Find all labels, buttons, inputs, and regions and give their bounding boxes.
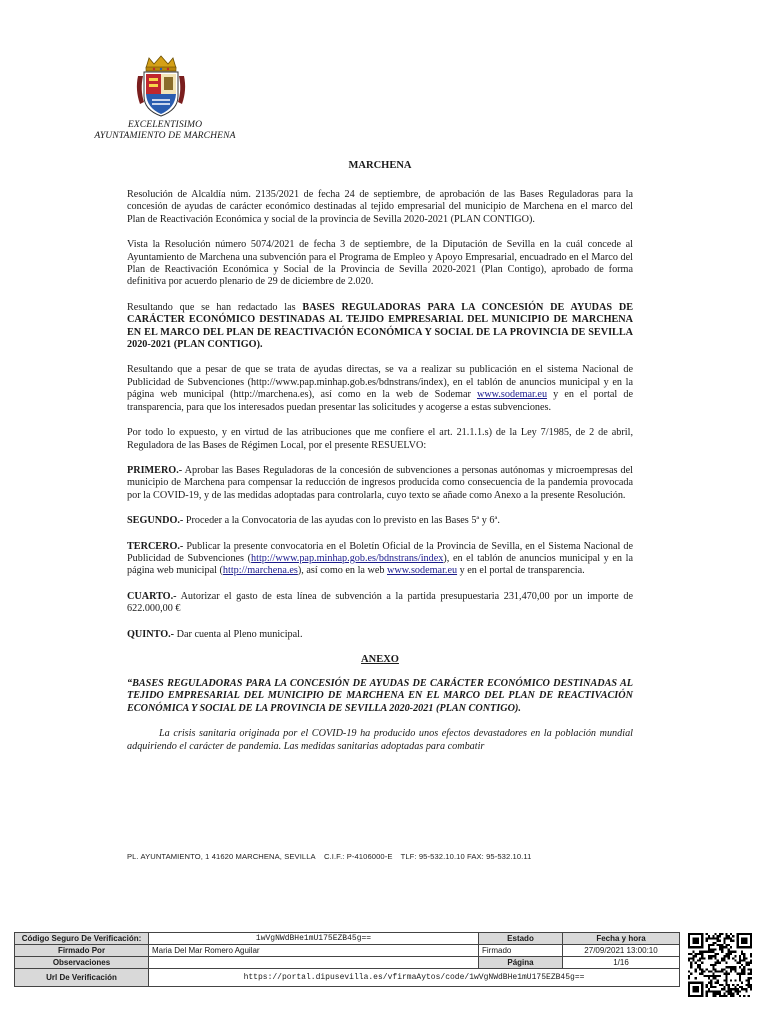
url-value[interactable]: https://portal.dipusevilla.es/vfirmaAytos/code/1wVgNWdBHe1mU175EZB45g== [149, 969, 680, 987]
fecha-value: 27/09/2021 13:00:10 [563, 945, 680, 957]
sodemar-link-2[interactable]: www.sodemar.eu [387, 565, 458, 577]
pagina-value: 1/16 [563, 957, 680, 969]
bdns-link[interactable]: http://www.pap.minhap.gob.es/bdnstrans/index [251, 552, 444, 564]
footer-address [127, 852, 537, 861]
paragraph-crisis: La crisis sanitaria originada por el COVID-19 ha producido unos efectos devastadores en la población mundial adquiriendo el carácter de pandemia. Las medidas sanitarias adoptadas para combatir [127, 728, 633, 752]
text-run: y en el portal de transparencia, para que los interesados puedan presentar las solicitudes y acogerse a estas subvenciones. [127, 389, 633, 413]
url-label: Url De Verificación [15, 969, 149, 987]
document-body [127, 160, 633, 766]
text-run: Dar cuenta al Pleno municipal. [174, 628, 303, 640]
paragraph-segundo [127, 515, 633, 527]
codigo-value: 1wVgNWdBHe1mU175EZB45g== [149, 933, 479, 945]
paragraph-quinto [127, 629, 633, 641]
cuarto-label: CUARTO.- [127, 590, 177, 602]
paragraph-primero [127, 465, 633, 502]
primero-label: PRIMERO.- [127, 464, 183, 476]
paragraph-resultando-publicacion [127, 364, 633, 414]
text-run: Autorizar el gasto de esta línea de subvención a la partida presupuestaria 231,470,00 por un importe de 622.000,00 € [127, 590, 633, 615]
text-run: Proceder a la Convocatoria de las ayudas con lo previsto en las Bases 5ª y 6ª. [183, 515, 500, 527]
qr-code-icon [688, 933, 752, 997]
paragraph-resolucion: Resolución de Alcaldía núm. 2135/2021 de fecha 24 de septiembre, de aprobación de las Bases Reguladoras para la concesión de ayudas de carácter económico destinadas al tejido empresarial del municipio de Marchena en el marco del Plan de Reactivación Económica y social de la provincia de Sevilla 2020-2021 (PLAN CONTIGO). [127, 189, 633, 225]
text-run: ), en el tablón de anuncios municipal y en la página web municipal ( [127, 552, 633, 577]
estado-value: Firmado [479, 945, 563, 957]
quinto-label: QUINTO.- [127, 628, 175, 640]
observaciones-label: Observaciones [15, 957, 149, 969]
anexo-bases-title: “BASES REGULADORAS PARA LA CONCESIÓN DE AYUDAS DE CARÁCTER ECONÓMICO DESTINADAS AL TEJIDO EMPRESARIAL DEL MUNICIPIO DE MARCHENA EN EL MARCO DEL PLAN DE REACTIVACIÓN ECONÓMICA Y SOCIAL DE LA PROVINCIA DE SEVILLA 2020-2021 (PLAN CONTIGO). [127, 677, 633, 714]
codigo-label: Código Seguro De Verificación: [15, 933, 149, 945]
fecha-label: Fecha y hora [563, 933, 680, 945]
firmado-value: Maria Del Mar Romero Aguilar [149, 945, 479, 957]
issuer-line-2: AYUNTAMIENTO DE MARCHENA [94, 130, 236, 141]
issuer-name [70, 119, 260, 141]
paragraph-tercero [127, 541, 633, 578]
pagina-label: Página [479, 957, 563, 969]
paragraph-vista: Vista la Resolución número 5074/2021 de fecha 3 de septiembre, de la Diputación de Sevilla en la cuál concede al Ayuntamiento de Marchena una subvención para el Programa de Empleo y Apoyo Empresarial, encuadrado en el Marco del Plan de Reactivación Económica y Social de la Provincia de Sevilla 2020-2021 (Plan Contigo), aprobado de forma definitiva por acuerdo plenario de 29 de diciembre de 2.020. [127, 239, 633, 288]
anexo-title: ANEXO [361, 653, 399, 665]
text-run: Resultando que se han redactado las [127, 301, 303, 313]
text-run: Resultando que a pesar de que se trata de ayudas directas, se va a realizar su publicación en el sistema Nacional de Publicidad de Subvenciones (http://www.pap.minhap.gob.es/bdnstrans/index), en el tablón de anuncios municipal y en la página web municipal (http://marchena.es), así como en la web de Sodemar [127, 364, 633, 401]
tercero-label: TERCERO.- [127, 540, 184, 552]
estado-label: Estado [479, 933, 563, 945]
paragraph-cuarto [127, 591, 633, 616]
sodemar-link[interactable]: www.sodemar.eu [476, 389, 548, 401]
municipal-coat-of-arms-icon [134, 54, 188, 118]
marchena-link[interactable]: http://marchena.es [222, 565, 298, 577]
firmado-label: Firmado Por [15, 945, 149, 957]
text-run: Aprobar las Bases Reguladoras de la concesión de subvenciones a personas autónomas y microempresas del municipio de Marchena para compensar la reducción de ingresos producida como consecuencia de la pandemia provocada por la COVID-19, y de las medidas adoptadas para controlarla, cuyo texto se añade como Anexo a la presente Resolución. [127, 464, 633, 501]
text-run: ), así como en la web [297, 565, 387, 577]
verification-table [14, 932, 680, 987]
bases-title-bold: BASES REGULADORAS PARA LA CONCESIÓN DE AYUDAS DE CARÁCTER ECONÓMICO DESTINADAS AL TEJIDO EMPRESARIAL DEL MUNICIPIO DE MARCHENA EN EL MARCO DEL PLAN DE REACTIVACIÓN ECONÓMICA Y SOCIAL DE LA PROVINCIA DE SEVILLA 2020-2021 (PLAN CONTIGO). [127, 301, 633, 351]
footer-address-text: PL. AYUNTAMIENTO, 1 41620 MARCHENA, SEVILLA [127, 852, 316, 861]
footer-phones: TLF: 95-532.10.10 FAX: 95-532.10.11 [400, 852, 532, 861]
text-run: Publicar la presente convocatoria en el Boletín Oficial de la Provincia de Sevilla, en el Sistema Nacional de Publicidad de Subvenciones ( [127, 540, 633, 564]
issuer-line-1: EXCELENTISIMO [127, 119, 203, 130]
segundo-label: SEGUNDO.- [127, 515, 184, 527]
text-run: y en el portal de transparencia. [457, 565, 585, 577]
document-title: MARCHENA [348, 160, 412, 171]
paragraph-resultando-bases [127, 302, 633, 352]
observaciones-value [149, 957, 479, 969]
paragraph-expuesto: Por todo lo expuesto, y en virtud de las atribuciones que me confiere el art. 21.1.1.s) de la Ley 7/1985, de 2 de abril, Reguladora de las Bases de Régimen Local, por el presente RESUELVO: [127, 427, 633, 451]
footer-cif: C.I.F.: P-4106000-E [323, 852, 393, 861]
